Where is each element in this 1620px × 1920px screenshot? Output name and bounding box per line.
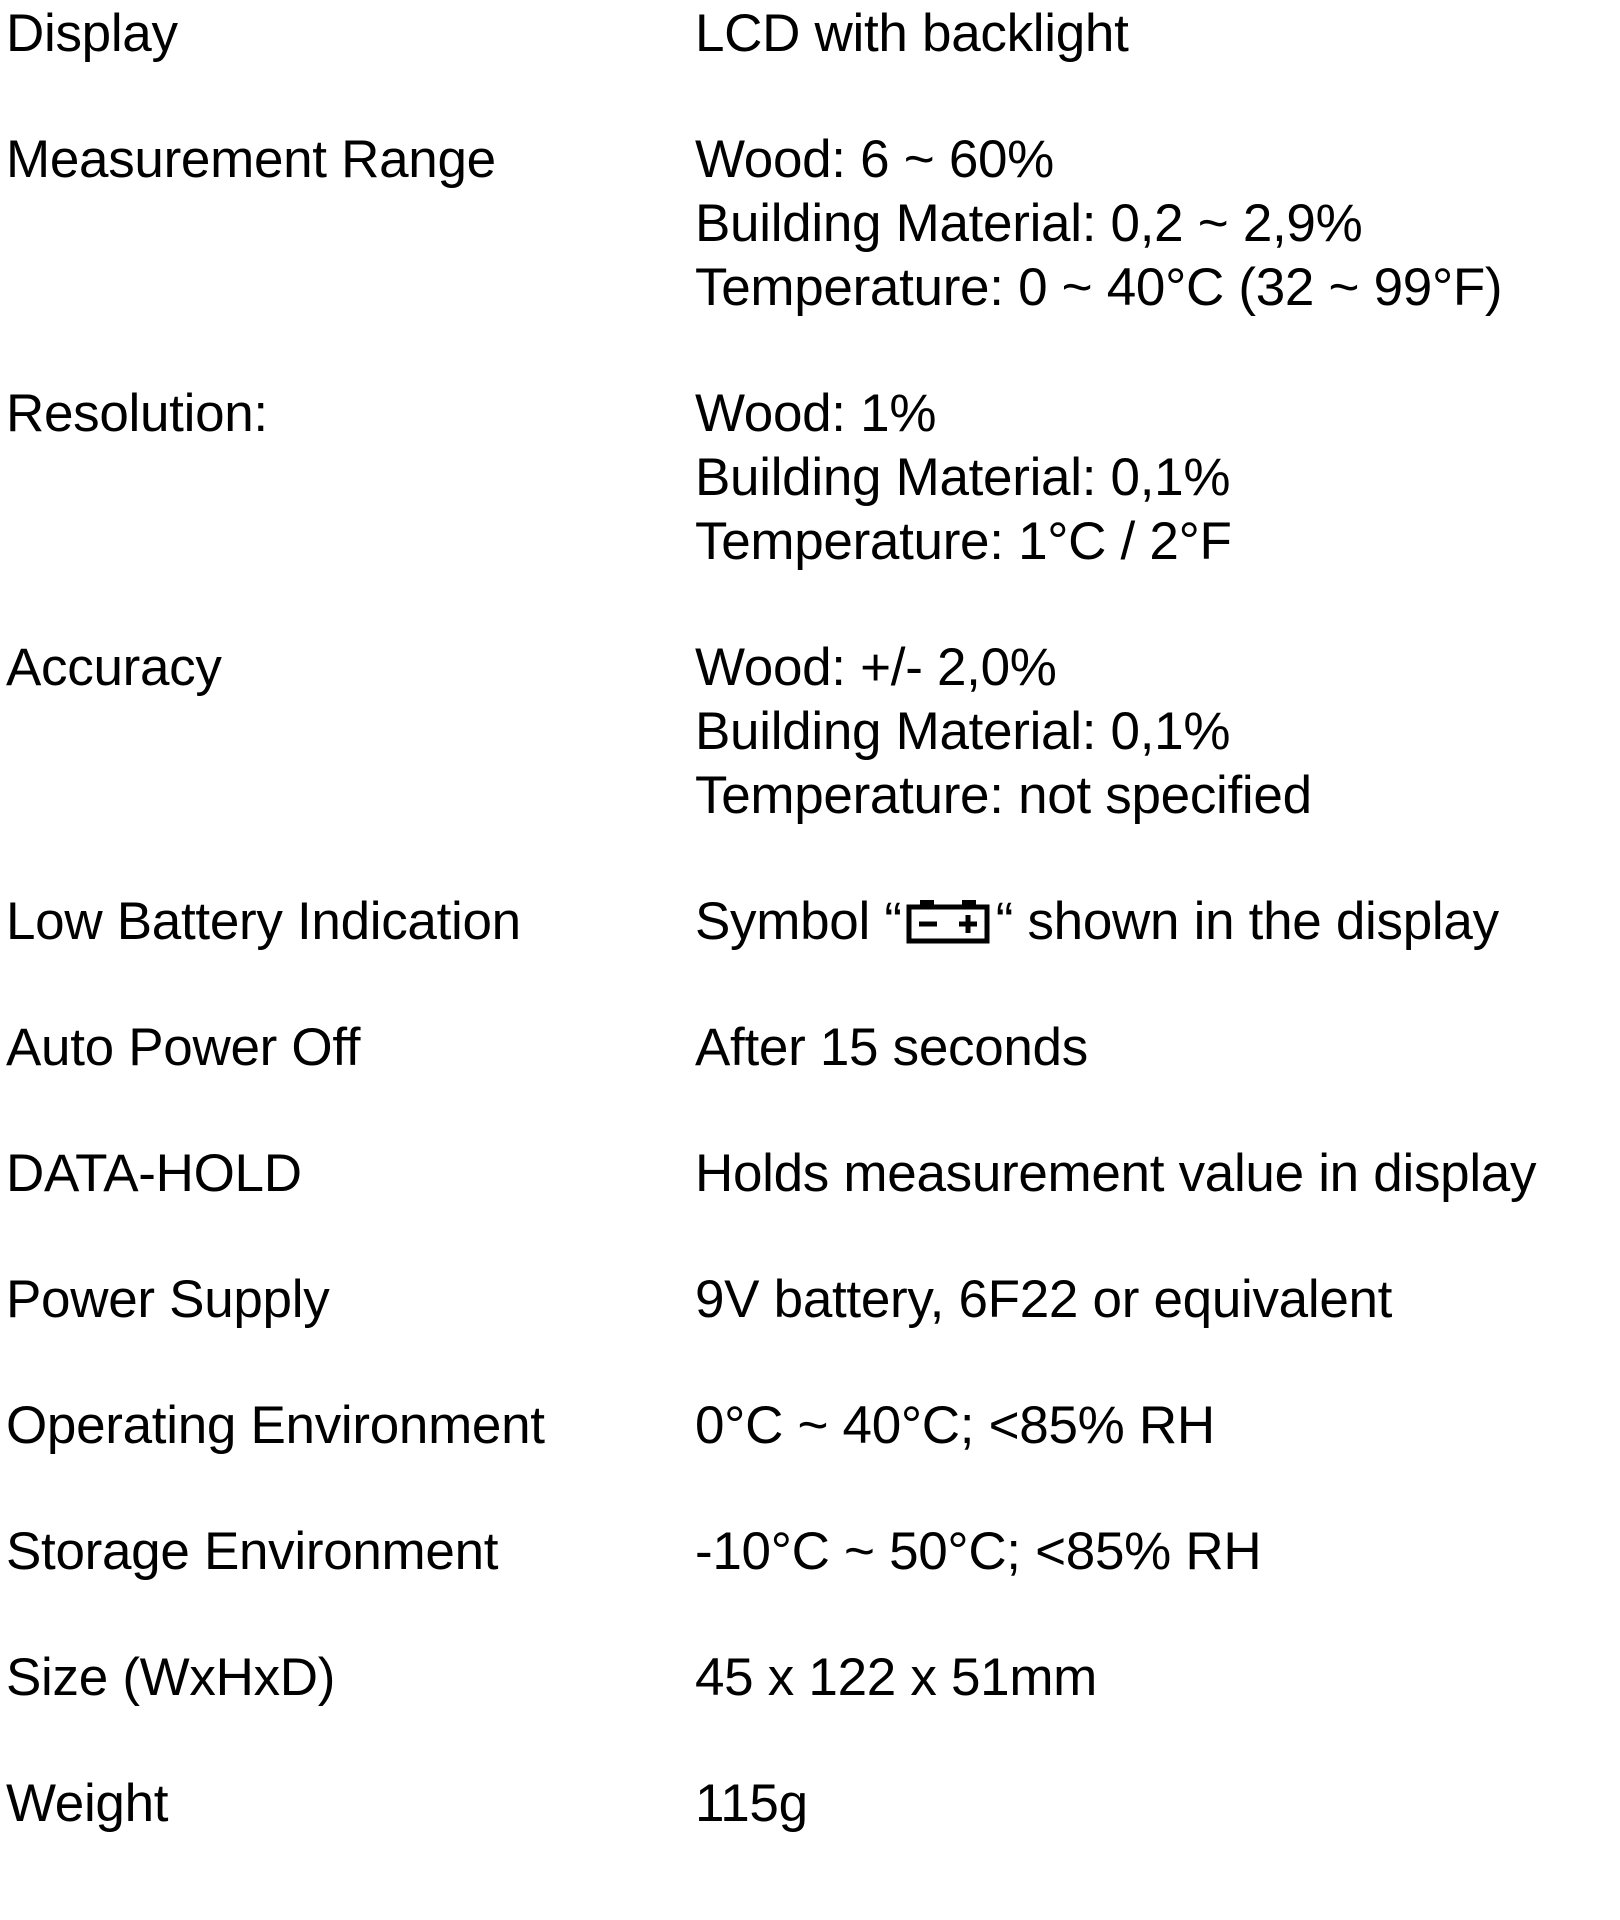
spec-label: Operating Environment: [6, 1396, 545, 1455]
spec-value: [695, 1142, 1616, 1206]
specifications-table: [6, 2, 1616, 1836]
spec-value-line: After 15 seconds: [695, 1018, 1088, 1077]
spec-value-line: Temperature: 1°C / 2°F: [695, 512, 1232, 571]
spec-value-line: Holds measurement value in display: [695, 1144, 1537, 1203]
spec-value-line: 9V battery, 6F22 or equivalent: [695, 1270, 1393, 1329]
spec-label: Accuracy: [6, 638, 222, 697]
spec-label: Auto Power Off: [6, 1018, 361, 1077]
spec-value: [695, 636, 1616, 828]
spec-row-operating-environment: [6, 1394, 1616, 1458]
spec-label: Display: [6, 4, 178, 63]
spec-row-measurement-range: [6, 128, 1616, 320]
spec-row-resolution: [6, 382, 1616, 574]
spec-label: DATA-HOLD: [6, 1144, 302, 1203]
spec-label: Measurement Range: [6, 130, 496, 189]
spec-row-storage-environment: [6, 1520, 1616, 1584]
spec-value: [695, 1772, 1616, 1836]
spec-value-line: -10°C ~ 50°C; <85% RH: [695, 1522, 1262, 1581]
spec-value-line: LCD with backlight: [695, 4, 1129, 63]
spec-row-accuracy: [6, 636, 1616, 828]
spec-value-line: Building Material: 0,1%: [695, 448, 1231, 507]
spec-row-power-supply: [6, 1268, 1616, 1332]
spec-row-size: [6, 1646, 1616, 1710]
spec-value: [695, 1646, 1616, 1710]
spec-value-line: Wood: 6 ~ 60%: [695, 130, 1055, 189]
spec-label: Resolution:: [6, 384, 268, 443]
spec-row-weight: [6, 1772, 1616, 1836]
spec-value: [695, 382, 1616, 574]
spec-value: [695, 1268, 1616, 1332]
spec-row-data-hold: [6, 1142, 1616, 1206]
spec-value: [695, 1016, 1616, 1080]
spec-value: [695, 2, 1616, 66]
spec-label: Weight: [6, 1774, 169, 1833]
spec-value-line: Wood: +/- 2,0%: [695, 638, 1057, 697]
spec-value-line: Temperature: not specified: [695, 766, 1312, 825]
spec-value-line: 0°C ~ 40°C; <85% RH: [695, 1396, 1215, 1455]
spec-row-auto-power-off: [6, 1016, 1616, 1080]
spec-label: Storage Environment: [6, 1522, 499, 1581]
spec-value: [695, 128, 1616, 320]
spec-row-display: [6, 2, 1616, 66]
spec-value-prefix: Symbol “: [695, 892, 902, 951]
spec-value-suffix: “ shown in the display: [995, 892, 1499, 951]
spec-value-line: Building Material: 0,2 ~ 2,9%: [695, 194, 1363, 253]
spec-value-line: Building Material: 0,1%: [695, 702, 1231, 761]
spec-value-line: 45 x 122 x 51mm: [695, 1648, 1098, 1707]
spec-value: [695, 1394, 1616, 1458]
spec-value-line: Wood: 1%: [695, 384, 937, 443]
spec-label: Low Battery Indication: [6, 892, 521, 951]
spec-value-line: 115g: [695, 1774, 808, 1833]
spec-label: Size (WxHxD): [6, 1648, 336, 1707]
spec-row-low-battery: [6, 890, 1616, 954]
spec-label: Power Supply: [6, 1270, 330, 1329]
battery-icon: [906, 896, 992, 942]
spec-value-line: Temperature: 0 ~ 40°C (32 ~ 99°F): [695, 258, 1503, 317]
spec-value: [695, 890, 1616, 954]
spec-value: [695, 1520, 1616, 1584]
